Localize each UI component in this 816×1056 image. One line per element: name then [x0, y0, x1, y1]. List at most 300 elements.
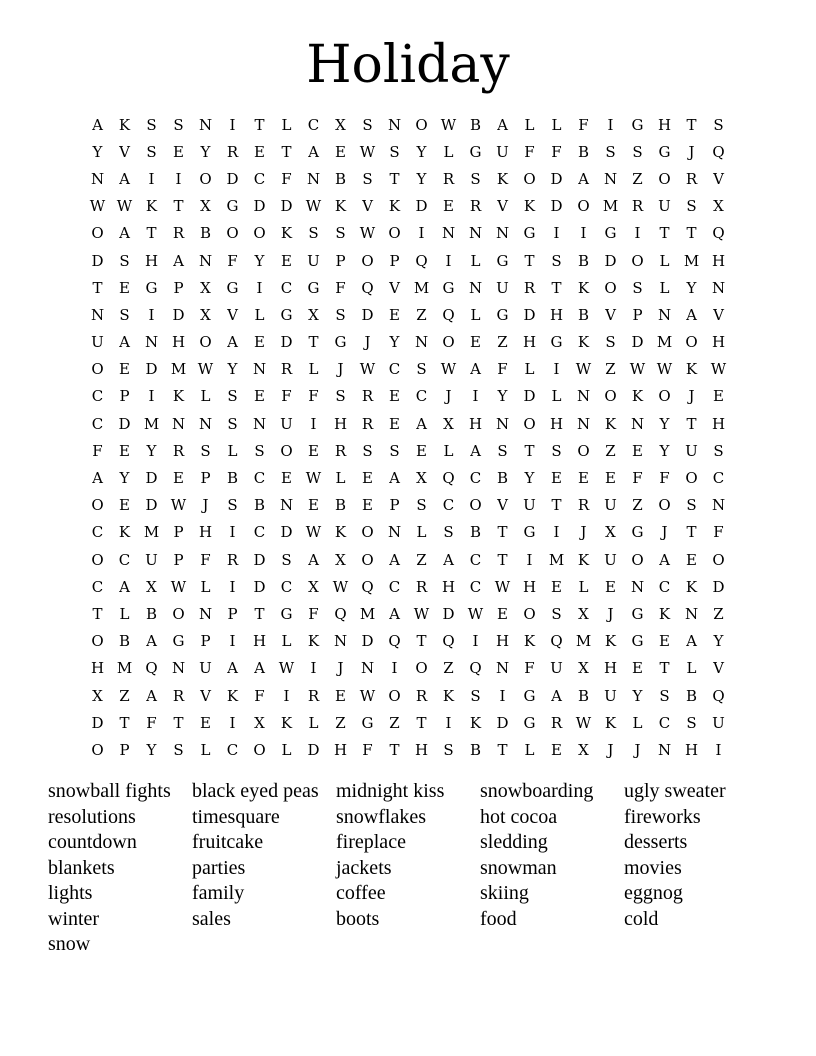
- grid-letter: M: [602, 197, 619, 216]
- grid-letter: M: [359, 604, 376, 623]
- grid-letter: L: [416, 523, 427, 542]
- grid-letter: S: [335, 224, 346, 243]
- grid-letter: D: [361, 305, 374, 324]
- grid-letter: O: [685, 469, 698, 488]
- grid-letter: P: [119, 387, 130, 406]
- word-bank-item: snowball fights: [48, 780, 171, 802]
- grid-letter: A: [308, 550, 319, 569]
- grid-letter: H: [522, 333, 537, 352]
- grid-letter: Z: [389, 713, 400, 732]
- grid-letter: X: [443, 414, 454, 433]
- grid-letter: N: [198, 604, 213, 623]
- grid-letter: L: [200, 577, 211, 596]
- word-bank-item: countdown: [48, 831, 137, 853]
- grid-letter: N: [576, 387, 591, 406]
- grid-letter: X: [578, 604, 589, 623]
- grid-letter: S: [389, 441, 400, 460]
- grid-letter: Y: [632, 686, 643, 705]
- grid-letter: T: [146, 224, 157, 243]
- grid-letter: D: [523, 387, 536, 406]
- word-bank-item: family: [192, 882, 245, 904]
- word-bank-item: boots: [336, 907, 380, 930]
- grid-letter: E: [605, 577, 616, 596]
- grid-letter: S: [335, 305, 346, 324]
- grid-letter: L: [281, 632, 292, 651]
- grid-letter: C: [253, 469, 266, 488]
- grid-letter: A: [119, 577, 130, 596]
- grid-letter: D: [496, 713, 509, 732]
- grid-letter: O: [361, 550, 374, 569]
- grid-letter: A: [470, 441, 481, 460]
- grid-letter: W: [170, 577, 187, 596]
- grid-letter: Y: [254, 251, 265, 270]
- grid-letter: A: [254, 659, 265, 678]
- grid-letter: X: [200, 197, 211, 216]
- grid-letter: Q: [550, 632, 563, 651]
- word-bank-item: lights: [48, 882, 93, 904]
- grid-letter: B: [577, 686, 590, 705]
- grid-letter: S: [335, 387, 346, 406]
- grid-letter: R: [334, 441, 347, 460]
- grid-letter: H: [657, 115, 672, 134]
- grid-letter: S: [362, 169, 373, 188]
- grid-letter: V: [362, 197, 373, 216]
- grid-letter: G: [658, 142, 671, 161]
- grid-letter: K: [523, 197, 536, 216]
- grid-letter: Y: [713, 632, 724, 651]
- grid-letter: F: [308, 387, 319, 406]
- grid-letter: O: [604, 278, 617, 297]
- grid-letter: T: [686, 523, 697, 542]
- grid-letter: W: [305, 523, 322, 542]
- grid-letter: G: [631, 632, 644, 651]
- grid-letter: H: [171, 333, 186, 352]
- grid-letter: D: [280, 523, 293, 542]
- grid-row: [84, 628, 732, 655]
- grid-letter: M: [413, 278, 430, 297]
- grid-letter: I: [310, 659, 317, 678]
- word-bank-item: resolutions: [48, 805, 136, 828]
- grid-letter: E: [119, 441, 130, 460]
- grid-letter: G: [172, 632, 185, 651]
- grid-letter: G: [334, 333, 347, 352]
- grid-letter: D: [145, 496, 158, 515]
- grid-letter: D: [631, 333, 644, 352]
- grid-letter: I: [175, 169, 182, 188]
- grid-letter: T: [281, 142, 292, 161]
- grid-letter: J: [688, 387, 695, 406]
- grid-letter: O: [361, 523, 374, 542]
- grid-letter: U: [523, 496, 536, 515]
- grid-letter: C: [415, 387, 428, 406]
- grid-letter: B: [334, 169, 347, 188]
- grid-letter: Q: [442, 305, 455, 324]
- grid-letter: P: [173, 278, 184, 297]
- grid-letter: E: [362, 496, 373, 515]
- grid-row: [84, 356, 732, 383]
- grid-letter: E: [416, 441, 427, 460]
- grid-letter: L: [686, 659, 697, 678]
- grid-letter: V: [497, 197, 508, 216]
- grid-letter: H: [144, 251, 159, 270]
- grid-letter: G: [523, 523, 536, 542]
- grid-letter: O: [91, 224, 104, 243]
- grid-letter: Y: [524, 469, 535, 488]
- grid-letter: O: [199, 333, 212, 352]
- grid-letter: F: [308, 604, 319, 623]
- grid-letter: G: [631, 604, 644, 623]
- grid-letter: B: [469, 523, 482, 542]
- grid-letter: S: [632, 142, 643, 161]
- grid-letter: E: [686, 550, 697, 569]
- word-bank-item: eggnog: [624, 882, 683, 904]
- grid-letter: Q: [415, 251, 428, 270]
- grid-letter: I: [256, 278, 263, 297]
- grid-letter: Z: [632, 496, 643, 515]
- grid-letter: Z: [416, 305, 427, 324]
- grid-letter: A: [119, 169, 130, 188]
- grid-letter: N: [441, 224, 456, 243]
- grid-letter: N: [171, 659, 186, 678]
- grid-letter: Q: [334, 604, 347, 623]
- grid-letter: E: [497, 604, 508, 623]
- grid-letter: B: [496, 469, 509, 488]
- grid-letter: A: [389, 604, 400, 623]
- grid-letter: R: [361, 414, 374, 433]
- grid-letter: S: [200, 441, 211, 460]
- grid-letter: G: [631, 523, 644, 542]
- grid-letter: H: [198, 523, 213, 542]
- grid-letter: S: [470, 169, 481, 188]
- grid-letter: D: [307, 740, 320, 759]
- word-bank-item: fireplace: [336, 831, 406, 853]
- grid-row: [84, 464, 732, 491]
- grid-letter: A: [146, 632, 157, 651]
- grid-letter: M: [143, 414, 160, 433]
- grid-letter: I: [445, 251, 452, 270]
- grid-letter: B: [577, 142, 590, 161]
- grid-letter: O: [469, 496, 482, 515]
- grid-letter: D: [145, 360, 158, 379]
- grid-letter: X: [416, 469, 427, 488]
- grid-letter: G: [226, 197, 239, 216]
- grid-letter: W: [656, 360, 673, 379]
- grid-letter: J: [364, 333, 371, 352]
- grid-letter: N: [252, 414, 267, 433]
- grid-letter: X: [308, 305, 319, 324]
- grid-letter: S: [227, 414, 238, 433]
- grid-letter: S: [713, 115, 724, 134]
- grid-letter: V: [713, 305, 724, 324]
- grid-letter: K: [604, 414, 617, 433]
- grid-letter: T: [92, 604, 103, 623]
- grid-letter: G: [145, 278, 158, 297]
- grid-row: [84, 193, 732, 220]
- grid-letter: N: [657, 305, 672, 324]
- word-bank-item: hot cocoa: [480, 805, 558, 828]
- grid-letter: S: [551, 604, 562, 623]
- grid-letter: Z: [497, 333, 508, 352]
- grid-letter: S: [119, 251, 130, 270]
- grid-letter: B: [145, 604, 158, 623]
- grid-letter: G: [307, 278, 320, 297]
- grid-letter: S: [470, 686, 481, 705]
- grid-letter: H: [684, 740, 699, 759]
- grid-letter: N: [468, 278, 483, 297]
- grid-letter: M: [143, 523, 160, 542]
- grid-letter: Q: [712, 142, 725, 161]
- grid-letter: Y: [389, 333, 400, 352]
- grid-letter: V: [713, 169, 724, 188]
- grid-letter: M: [683, 251, 700, 270]
- grid-letter: H: [549, 305, 564, 324]
- word-bank-item: timesquare: [192, 805, 280, 828]
- grid-letter: D: [604, 251, 617, 270]
- grid-letter: O: [91, 496, 104, 515]
- grid-letter: T: [497, 740, 508, 759]
- grid-letter: J: [688, 142, 695, 161]
- grid-letter: C: [388, 577, 401, 596]
- grid-letter: J: [661, 523, 668, 542]
- grid-letter: S: [416, 496, 427, 515]
- grid-letter: L: [443, 441, 454, 460]
- grid-letter: D: [253, 577, 266, 596]
- grid-letter: S: [632, 278, 643, 297]
- grid-letter: A: [443, 550, 454, 569]
- grid-letter: Q: [145, 659, 158, 678]
- grid-letter: W: [359, 360, 376, 379]
- grid-letter: S: [173, 740, 184, 759]
- grid-letter: I: [445, 713, 452, 732]
- grid-letter: T: [686, 224, 697, 243]
- grid-letter: H: [603, 659, 618, 678]
- grid-letter: X: [605, 523, 616, 542]
- grid-letter: E: [308, 441, 319, 460]
- grid-letter: N: [495, 224, 510, 243]
- grid-letter: T: [524, 251, 535, 270]
- grid-letter: Q: [442, 469, 455, 488]
- grid-letter: H: [711, 251, 726, 270]
- grid-letter: I: [634, 224, 641, 243]
- grid-letter: I: [148, 387, 155, 406]
- grid-letter: F: [578, 115, 589, 134]
- grid-letter: L: [281, 740, 292, 759]
- grid-letter: T: [254, 115, 265, 134]
- grid-letter: T: [416, 632, 427, 651]
- grid-letter: G: [550, 333, 563, 352]
- grid-row: [84, 165, 732, 192]
- grid-letter: Y: [146, 740, 157, 759]
- grid-letter: K: [145, 197, 158, 216]
- grid-letter: K: [631, 387, 644, 406]
- grid-letter: E: [389, 305, 400, 324]
- grid-letter: K: [604, 713, 617, 732]
- word-bank-item: snow: [48, 933, 91, 955]
- grid-letter: K: [685, 360, 698, 379]
- grid-letter: G: [226, 278, 239, 297]
- grid-letter: S: [686, 496, 697, 515]
- grid-letter: A: [119, 333, 130, 352]
- grid-letter: I: [283, 686, 290, 705]
- grid-letter: L: [200, 740, 211, 759]
- grid-letter: E: [443, 197, 454, 216]
- grid-letter: Z: [632, 169, 643, 188]
- grid-letter: Z: [443, 659, 454, 678]
- grid-letter: Z: [713, 604, 724, 623]
- grid-letter: G: [523, 713, 536, 732]
- grid-letter: O: [442, 333, 455, 352]
- grid-letter: Z: [605, 360, 616, 379]
- grid-letter: O: [280, 441, 293, 460]
- word-search-grid: [84, 111, 732, 764]
- grid-letter: E: [335, 686, 346, 705]
- grid-letter: C: [91, 387, 104, 406]
- grid-letter: O: [253, 740, 266, 759]
- grid-letter: X: [200, 278, 211, 297]
- grid-letter: G: [469, 142, 482, 161]
- grid-letter: E: [551, 740, 562, 759]
- grid-letter: A: [659, 550, 670, 569]
- grid-letter: X: [308, 577, 319, 596]
- grid-letter: D: [253, 550, 266, 569]
- grid-letter: N: [495, 414, 510, 433]
- word-bank-item: parties: [192, 856, 246, 879]
- grid-letter: Q: [388, 632, 401, 651]
- grid-letter: W: [197, 360, 214, 379]
- grid-letter: A: [119, 224, 130, 243]
- grid-letter: I: [229, 713, 236, 732]
- grid-letter: L: [119, 604, 130, 623]
- grid-letter: O: [712, 550, 725, 569]
- word-bank-item: jackets: [336, 856, 392, 879]
- word-bank-item: food: [480, 907, 517, 930]
- grid-letter: K: [226, 686, 239, 705]
- grid-letter: X: [254, 713, 265, 732]
- grid-letter: O: [523, 604, 536, 623]
- word-bank-item: winter: [48, 907, 100, 930]
- grid-letter: O: [172, 604, 185, 623]
- grid-letter: Y: [200, 142, 211, 161]
- grid-letter: P: [119, 740, 130, 759]
- grid-letter: A: [416, 414, 427, 433]
- grid-letter: C: [91, 577, 104, 596]
- grid-letter: R: [442, 169, 455, 188]
- grid-letter: U: [550, 659, 563, 678]
- grid-letter: A: [578, 169, 589, 188]
- grid-letter: F: [227, 251, 238, 270]
- grid-letter: L: [470, 305, 481, 324]
- grid-letter: X: [146, 577, 157, 596]
- grid-letter: S: [605, 142, 616, 161]
- grid-letter: D: [442, 604, 455, 623]
- grid-letter: S: [389, 142, 400, 161]
- grid-letter: E: [362, 469, 373, 488]
- grid-letter: W: [494, 577, 511, 596]
- grid-letter: E: [551, 469, 562, 488]
- grid-letter: M: [170, 360, 187, 379]
- grid-letter: I: [229, 523, 236, 542]
- grid-letter: F: [200, 550, 211, 569]
- grid-letter: O: [523, 414, 536, 433]
- grid-row: [84, 138, 732, 165]
- grid-letter: O: [415, 115, 428, 134]
- grid-letter: A: [227, 333, 238, 352]
- grid-letter: L: [524, 115, 535, 134]
- grid-letter: O: [631, 550, 644, 569]
- grid-letter: W: [359, 142, 376, 161]
- grid-letter: E: [119, 360, 130, 379]
- grid-letter: W: [116, 197, 133, 216]
- grid-letter: Z: [605, 441, 616, 460]
- grid-letter: C: [658, 713, 671, 732]
- grid-letter: N: [198, 251, 213, 270]
- grid-letter: J: [337, 659, 344, 678]
- grid-letter: F: [92, 441, 103, 460]
- grid-letter: G: [280, 604, 293, 623]
- grid-letter: Y: [416, 142, 427, 161]
- grid-letter: T: [659, 224, 670, 243]
- grid-letter: N: [333, 632, 348, 651]
- grid-letter: I: [553, 523, 560, 542]
- grid-letter: X: [200, 305, 211, 324]
- word-bank-item: coffee: [336, 882, 386, 904]
- grid-row: [84, 736, 732, 763]
- grid-letter: F: [281, 169, 292, 188]
- grid-letter: R: [172, 686, 185, 705]
- grid-letter: D: [280, 197, 293, 216]
- grid-letter: S: [551, 441, 562, 460]
- grid-letter: Q: [712, 686, 725, 705]
- grid-letter: T: [308, 333, 319, 352]
- grid-letter: E: [173, 142, 184, 161]
- grid-letter: O: [388, 224, 401, 243]
- grid-letter: R: [577, 496, 590, 515]
- grid-letter: O: [199, 169, 212, 188]
- grid-letter: C: [118, 550, 131, 569]
- grid-letter: O: [91, 550, 104, 569]
- grid-letter: D: [253, 197, 266, 216]
- grid-letter: I: [607, 115, 614, 134]
- grid-letter: O: [658, 169, 671, 188]
- grid-letter: B: [685, 686, 698, 705]
- grid-row: [84, 383, 732, 410]
- grid-letter: B: [469, 115, 482, 134]
- grid-letter: S: [551, 251, 562, 270]
- grid-letter: A: [227, 659, 238, 678]
- grid-letter: A: [497, 115, 508, 134]
- grid-letter: R: [280, 360, 293, 379]
- word-bank-item: blankets: [48, 856, 115, 879]
- grid-letter: A: [389, 469, 400, 488]
- grid-letter: V: [713, 659, 724, 678]
- grid-letter: L: [524, 740, 535, 759]
- grid-letter: M: [548, 550, 565, 569]
- grid-letter: T: [524, 441, 535, 460]
- grid-letter: V: [227, 305, 238, 324]
- grid-letter: T: [173, 713, 184, 732]
- grid-letter: H: [441, 577, 456, 596]
- grid-letter: W: [170, 496, 187, 515]
- word-bank-item: snowman: [480, 856, 557, 879]
- grid-row: [84, 682, 732, 709]
- grid-letter: O: [226, 224, 239, 243]
- grid-letter: L: [524, 360, 535, 379]
- grid-letter: Z: [416, 550, 427, 569]
- grid-letter: T: [254, 604, 265, 623]
- grid-letter: W: [413, 604, 430, 623]
- grid-letter: R: [415, 686, 428, 705]
- grid-letter: S: [443, 523, 454, 542]
